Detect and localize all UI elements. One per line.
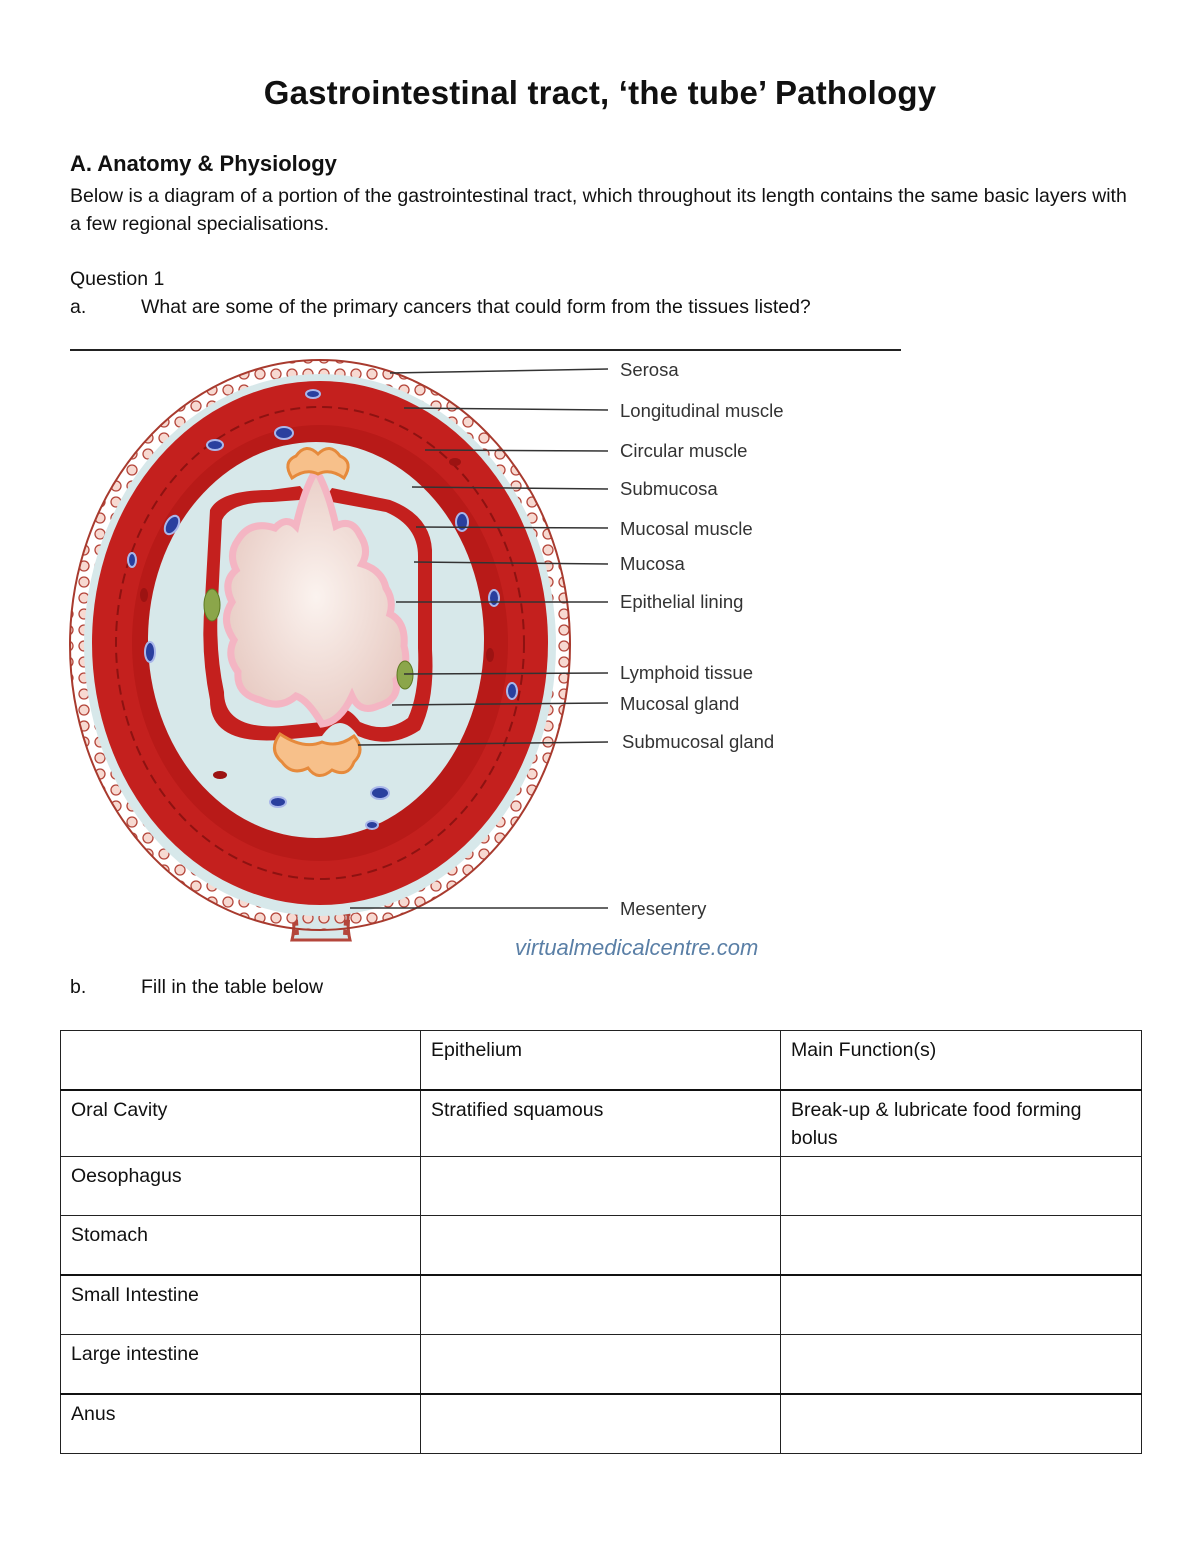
- table-cell-function[interactable]: [781, 1275, 1142, 1335]
- table-row-label: Oesophagus: [61, 1157, 421, 1216]
- table-cell-function[interactable]: [781, 1216, 1142, 1276]
- table-row: [61, 1157, 1142, 1216]
- table-row: [61, 1394, 1142, 1454]
- label-mucosal-gland: Mucosal gland: [620, 693, 740, 714]
- table-cell-function[interactable]: Break-up & lubricate food forming bolus: [781, 1090, 1142, 1157]
- table-row-label: Oral Cavity: [61, 1090, 421, 1157]
- table-cell-function[interactable]: [781, 1335, 1142, 1395]
- gi-tract-diagram: [60, 350, 820, 965]
- table-cell-epithelium[interactable]: [421, 1335, 781, 1395]
- table-row: [61, 1275, 1142, 1335]
- label-submucosal-gland: Submucosal gland: [622, 731, 775, 752]
- table-row-label: Small Intestine: [61, 1275, 421, 1335]
- label-epithelial-lining: Epithelial lining: [620, 591, 744, 612]
- question-b-text: Fill in the table below: [141, 976, 324, 998]
- label-lymphoid-tissue: Lymphoid tissue: [620, 662, 753, 683]
- table-cell-function[interactable]: [781, 1157, 1142, 1216]
- label-longitudinal-muscle: Longitudinal muscle: [620, 400, 784, 421]
- table-row: [61, 1335, 1142, 1395]
- table-cell-epithelium[interactable]: [421, 1216, 781, 1276]
- intro-paragraph: Below is a diagram of a portion of the gastrointestinal tract, which throughout its length contains the same basic layers with a few regional specialisations.: [70, 185, 1127, 235]
- table-row-label: Stomach: [61, 1216, 421, 1276]
- gi-table: [60, 1030, 1142, 1454]
- table-header-row: [61, 1031, 1142, 1091]
- label-mucosa: Mucosa: [620, 553, 685, 574]
- page-title: Gastrointestinal tract, ‘the tube’ Pathology: [263, 74, 937, 111]
- label-serosa: Serosa: [620, 359, 679, 380]
- question-a-marker: a.: [70, 296, 87, 318]
- table-header-cell: Epithelium: [421, 1031, 781, 1091]
- submucosal-gland-top: [288, 448, 348, 478]
- table-header-cell: [61, 1031, 421, 1091]
- section-heading: A. Anatomy & Physiology: [70, 151, 337, 176]
- watermark-logo: virtualmedicalcentre.com: [515, 935, 759, 960]
- table-row: [61, 1090, 1142, 1157]
- label-circular-muscle: Circular muscle: [620, 440, 748, 461]
- table-cell-epithelium[interactable]: [421, 1394, 781, 1454]
- table-row-label: Large intestine: [61, 1335, 421, 1395]
- table-row-label: Anus: [61, 1394, 421, 1454]
- label-mucosal-muscle: Mucosal muscle: [620, 518, 753, 539]
- table-cell-function[interactable]: [781, 1394, 1142, 1454]
- table-cell-epithelium[interactable]: [421, 1157, 781, 1216]
- label-mesentery: Mesentery: [620, 898, 707, 919]
- question-label: Question 1: [70, 268, 165, 290]
- question-a-text: What are some of the primary cancers that could form from the tissues listed?: [141, 296, 811, 318]
- question-b-marker: b.: [70, 976, 87, 998]
- table-cell-epithelium[interactable]: Stratified squamous: [421, 1090, 781, 1157]
- label-submucosa: Submucosa: [620, 478, 718, 499]
- table-cell-epithelium[interactable]: [421, 1275, 781, 1335]
- table-header-cell: Main Function(s): [781, 1031, 1142, 1091]
- table-row: [61, 1216, 1142, 1276]
